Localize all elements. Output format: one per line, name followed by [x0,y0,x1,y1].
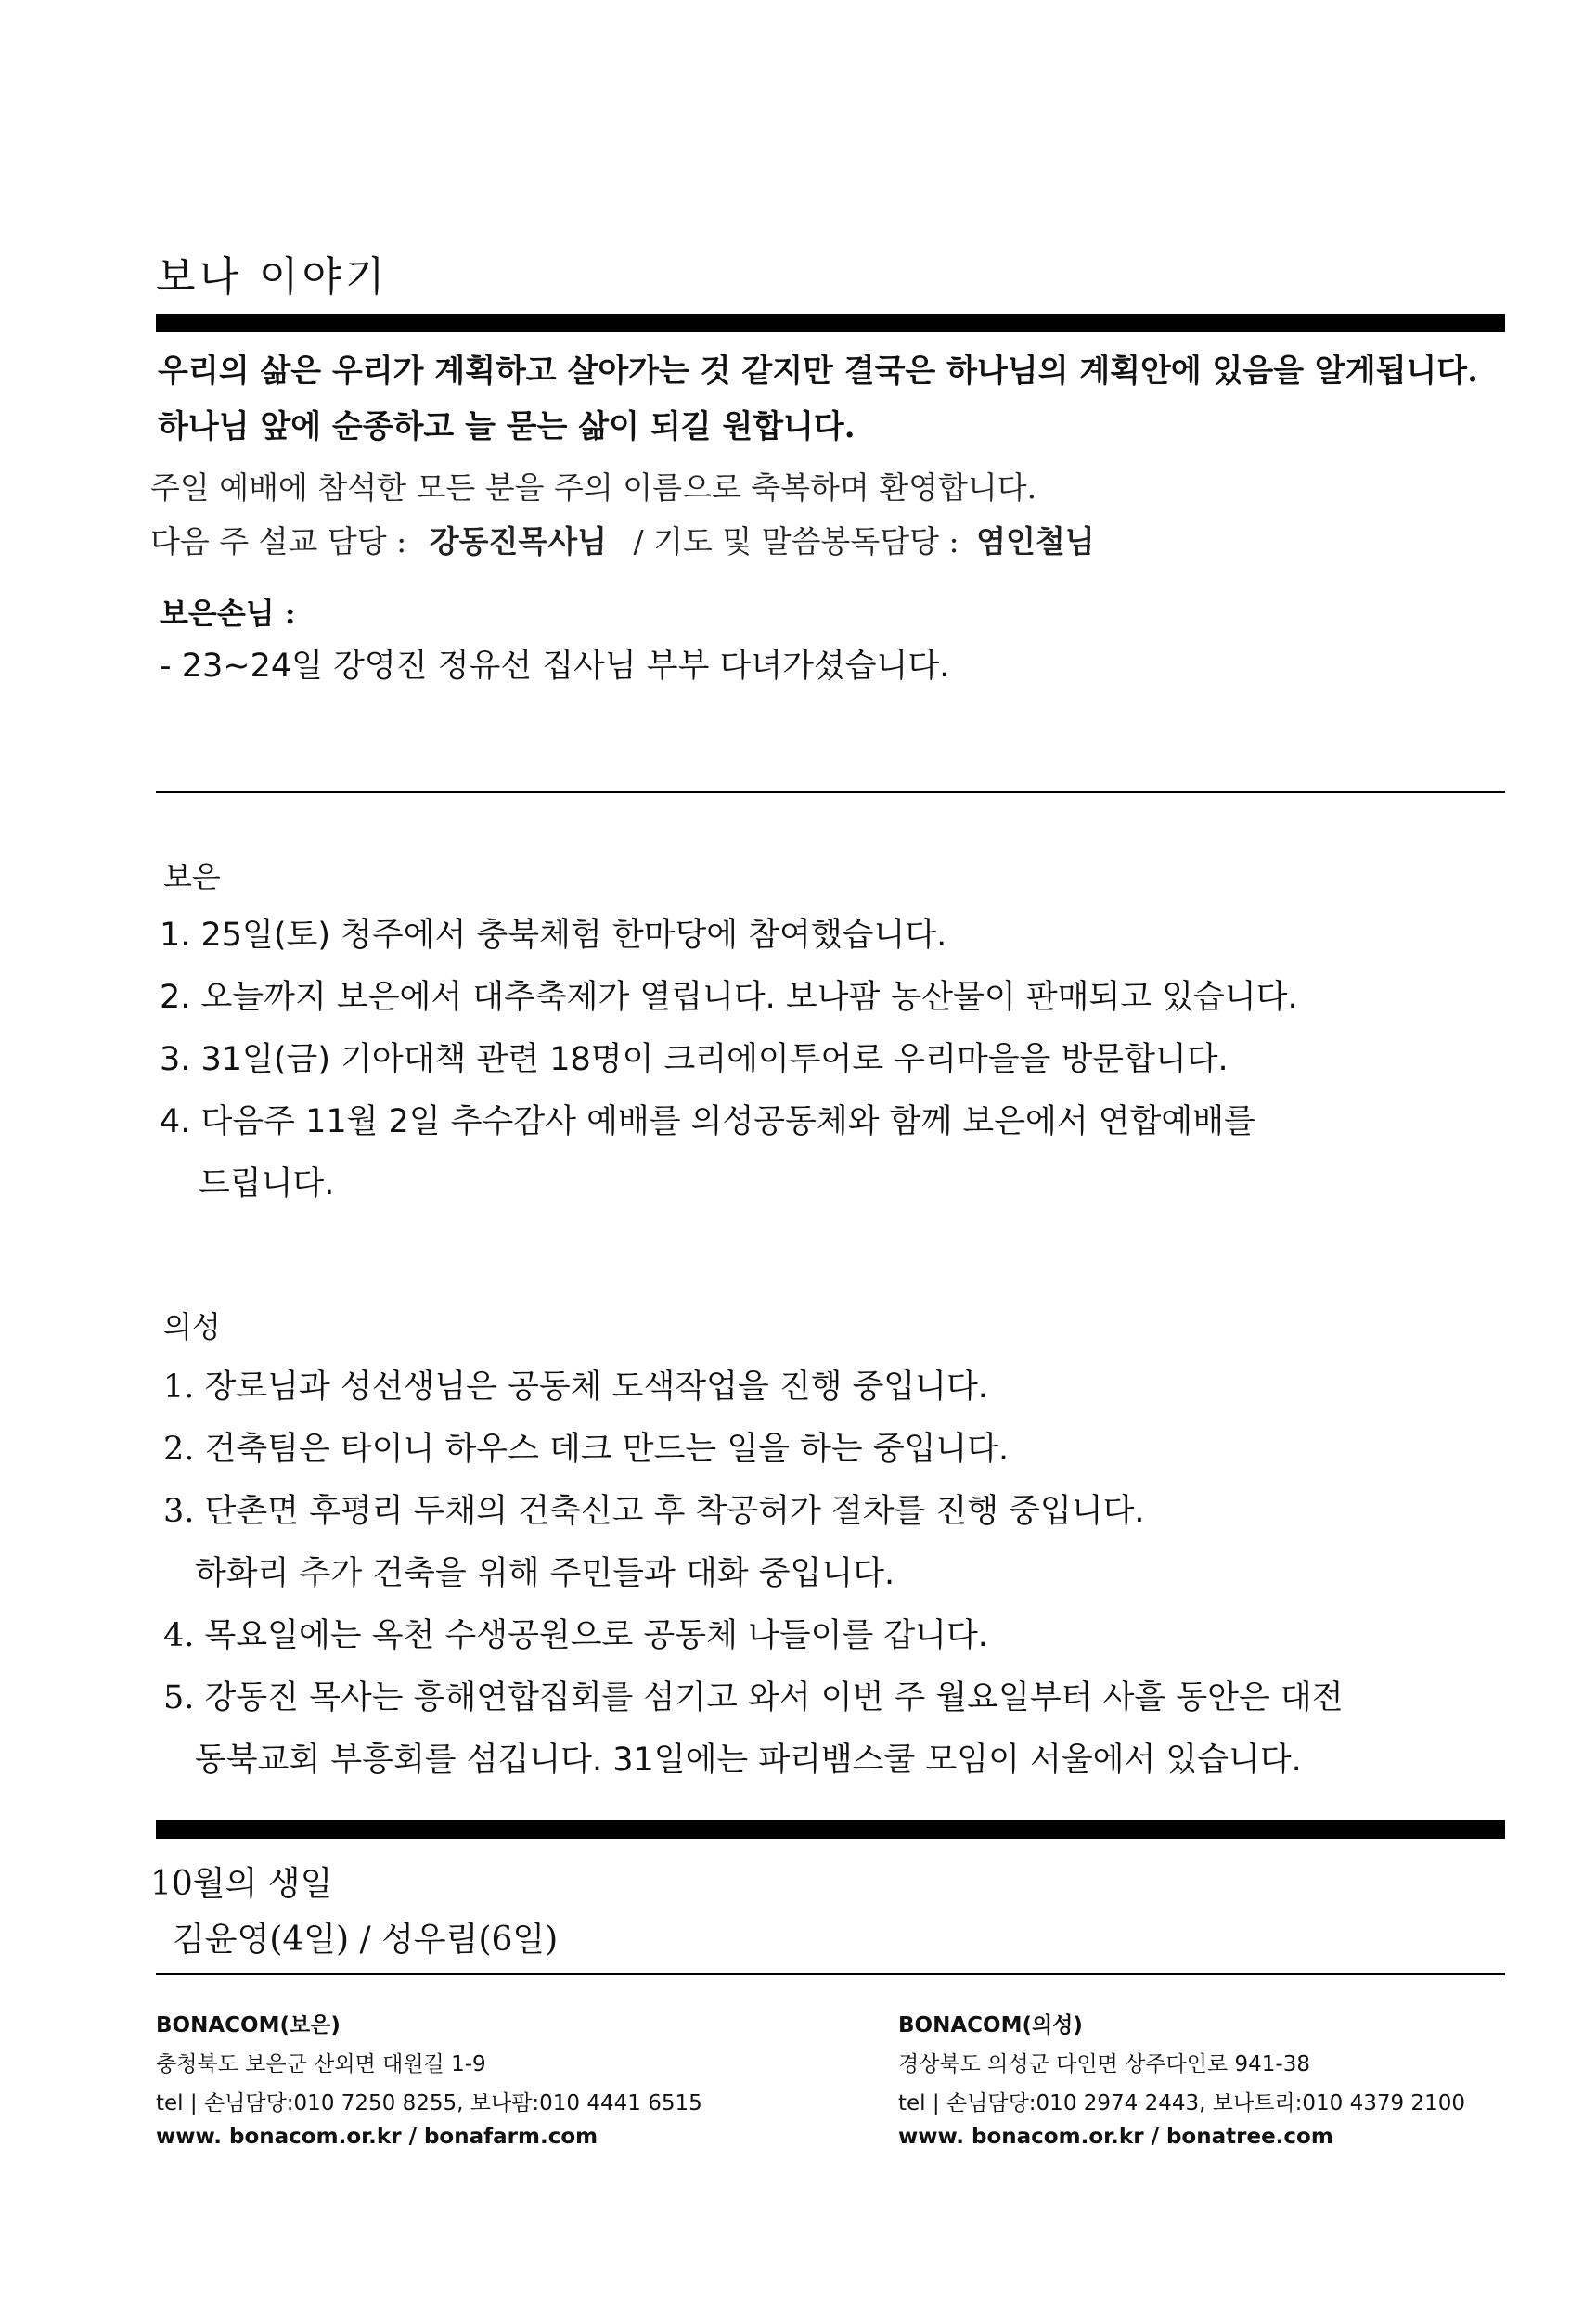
footer-left-name: BONACOM(보은) [156,2013,341,2037]
intro-line-2: 하나님 앞에 순종하고 늘 묻는 삶이 되길 원합니다. [158,408,856,445]
boeun-item: 3. 31일(금) 기아대책 관련 18명이 크리에이투어로 우리마을을 방문합니다. [160,1041,1229,1078]
next-week-separator: / 기도 및 말씀봉독담당 : [633,523,959,559]
intro-line-1: 우리의 삶은 우리가 계획하고 살아가는 것 같지만 결국은 하나님의 계획안에 있음을 알게됩니다. [158,353,1478,390]
footer-left-web[interactable]: www. bonacom.or.kr / bonafarm.com [156,2125,598,2149]
guests-heading: 보은손님 : [160,596,296,631]
item-number: 3. [163,1493,195,1530]
uiseong-item-continuation [195,1734,1302,1780]
uiseong-heading: 의성 [163,1309,221,1344]
item-number: 2. [163,1431,195,1468]
guests-line: - 23~24일 강영진 정유선 집사님 부부 다녀가셨습니다. [160,648,950,685]
boeun-item: 1. 25일(토) 청주에서 충북체험 한마당에 참여했습니다. [160,917,947,954]
next-week-label: 다음 주 설교 담당 : [150,523,407,559]
footer-left-tel: tel | 손님담당:010 7250 8255, 보나팜:010 4441 6515 [156,2091,702,2115]
item-text: 건축팀은 타이니 하우스 데크 만드는 일을 하는 중입니다. [204,1431,1010,1468]
item-number: 1. [163,1369,195,1406]
boeun-item: 4. 다음주 11월 2일 추수감사 예배를 의성공동체와 함께 보은에서 연합예배를 [160,1103,1255,1140]
boeun-item: 2. 오늘까지 보은에서 대추축제가 열립니다. 보나팜 농산물이 판매되고 있습니다. [160,979,1298,1016]
footer-right-name: BONACOM(의성) [898,2013,1083,2037]
next-week-reader: 염인철님 [976,523,1095,559]
page-title: 보나 이야기 [156,253,389,301]
footer-right-address: 경상북도 의성군 다인면 상주다인로 941-38 [898,2052,1310,2076]
item-text: 목요일에는 옥천 수생공원으로 공동체 나들이를 갑니다. [204,1617,988,1654]
item-text: 하화리 추가 건축을 위해 주민들과 대화 중입니다. [195,1555,895,1592]
birthday-line: 김윤영(4일) / 성우림(6일) [173,1921,559,1959]
item-number: 5. [163,1679,195,1716]
title-divider [156,314,1505,332]
item-number: 4. [163,1617,195,1654]
uiseong-item-continuation [195,1548,895,1594]
boeun-item-continuation: 드립니다. [199,1165,335,1202]
uiseong-item [163,1672,1344,1718]
item-text: 강동진 목사는 흥해연합집회를 섬기고 와서 이번 주 월요일부터 사흘 동안은 대전 [204,1679,1344,1716]
item-text: 장로님과 성선생님은 공동체 도색작업을 진행 중입니다. [204,1369,988,1406]
next-week-preacher: 강동진목사님 [429,523,608,559]
uiseong-item [163,1361,988,1408]
boeun-heading: 보은 [163,859,221,894]
footer-divider [156,1973,1505,1975]
uiseong-item [163,1610,988,1656]
footer-right-web[interactable]: www. bonacom.or.kr / bonatree.com [898,2125,1333,2149]
footer-left-address: 충청북도 보은군 산외면 대원길 1-9 [156,2052,486,2076]
item-text: 단촌면 후평리 두채의 건축신고 후 착공허가 절차를 진행 중입니다. [204,1493,1145,1530]
welcome-line: 주일 예배에 참석한 모든 분을 주의 이름으로 축복하며 환영합니다. [150,469,1037,506]
footer-right-tel: tel | 손님담당:010 2974 2443, 보나트리:010 4379 2100 [898,2091,1465,2115]
section-divider [156,791,1505,793]
uiseong-item [163,1423,1009,1470]
item-text: 동북교회 부흥회를 섬깁니다. 31일에는 파리뱀스쿨 모임이 서울에서 있습니다. [195,1742,1302,1779]
next-week-line [150,518,1095,561]
birthday-divider [156,1820,1505,1839]
birthday-heading: 10월의 생일 [150,1865,333,1903]
uiseong-item [163,1485,1145,1532]
